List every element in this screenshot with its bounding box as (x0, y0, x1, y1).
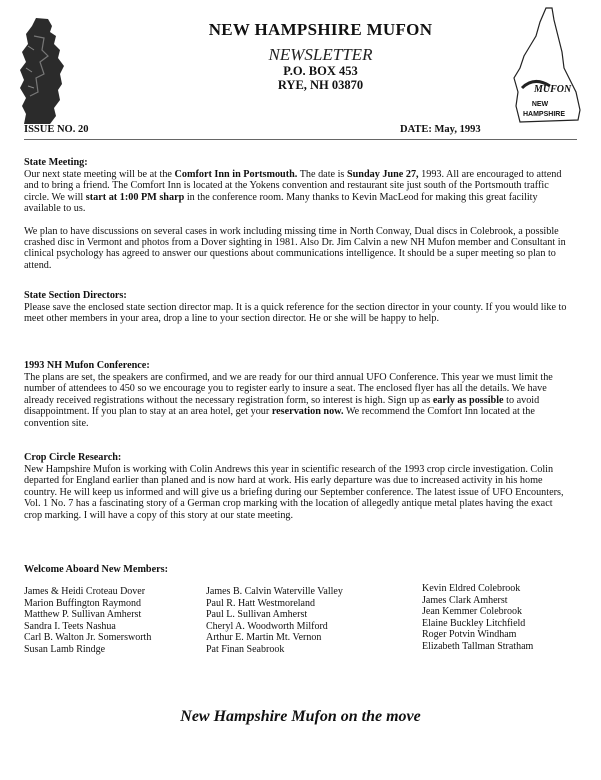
masthead-subtitle: NEWSLETTER (268, 45, 373, 64)
member-entry: Susan Lamb Rindge (24, 643, 106, 655)
state-meeting-heading: State Meeting: (24, 157, 88, 168)
member-entry: Elaine Buckley Litchfield (422, 617, 526, 629)
member-entry: Paul L. Sullivan Amherst (206, 609, 308, 621)
member-entry: Kevin Eldred Colebrook (422, 583, 521, 594)
members-column-2 (206, 586, 343, 656)
members-column-1 (24, 586, 151, 656)
member-entry: Jean Kemmer Colebrook (422, 606, 522, 618)
crop-circle-paragraph: New Hampshire Mufon is working with Colin Andrews this year in scientific research of the 1993 crop circle investigation. Colin departed for England earlier than planed and is now hard at work. His early departure was due to increased activity in his home country. He will keep us informed and will give us a briefing during our September conference. The latest issue of UFO Encounters, Vol. 1 No. 7 has a fascinating story of a German crop marking with the location of allegedly antique metal plates having the exact crop marking. I will have a copy of this story at our state meeting. (24, 464, 564, 521)
member-entry: Carl B. Walton Jr. Somersworth (24, 632, 152, 644)
issue-date: DATE: May, 1993 (400, 124, 481, 135)
member-entry: James & Heidi Croteau Dover (24, 586, 146, 597)
member-entry: Matthew P. Sullivan Amherst (24, 609, 142, 621)
new-members-heading: Welcome Aboard New Members: (24, 564, 169, 575)
members-column-3 (422, 583, 533, 653)
new-hampshire-map-logo (500, 6, 582, 126)
crop-circle-section (24, 452, 572, 521)
masthead-title: NEW HAMPSHIRE MUFON (208, 20, 433, 39)
header-divider (24, 139, 577, 140)
state-meeting-paragraph-1: Our next state meeting will be at the Comfort Inn in Portsmouth. The date is Sunday June 27, 1993. All are encouraged to attend and to bring a friend. The Comfort Inn is located at the Yokens convention and restaurant site just south of the Portsmouth traffic circle. We will start at 1:00 PM sharp in the conference room. Many thanks to Kevin MacLeod for making this great facility available to us. (24, 169, 562, 215)
state-meeting-paragraph-2: We plan to have discussions on several cases in work including missing time in North Conway, Dual discs in Colebrook, a possible crashed disc in Vermont and photos from a Dover sighting in 1981. Also Dr. Jim Calvin a new NH Mufon member and Consultant in clinical psychology has agreed to answer our questions about communications intelligence. It should be a super meeting so plan to attend. (24, 225, 566, 271)
issue-number: ISSUE NO. 20 (24, 124, 89, 135)
member-entry: Marion Buffington Raymond (24, 597, 142, 609)
member-entry: Arthur E. Martin Mt. Vernon (206, 632, 322, 644)
crop-circle-heading: Crop Circle Research: (24, 452, 122, 463)
member-entry: Roger Potvin Windham (422, 629, 517, 641)
conference-paragraph: The plans are set, the speakers are confirmed, and we are ready for our third annual UFO Conference. This year we must limit the number of attendees to 450 so we encourage you to register early to insure a seat. The enclosed flyer has all the details. We have already received registrations without the necessary registration form, so interest is high. Sign up as early as possible to avoid disappointment. If you plan to stay at an area hotel, get your reservation now. We recommend the Comfort Inn located at the convention site. (24, 372, 553, 429)
masthead-po-box: P.O. BOX 453 (283, 64, 358, 78)
member-entry: Sandra I. Teets Nashua (24, 620, 116, 632)
masthead-city: RYE, NH 03870 (277, 78, 364, 92)
conference-heading: 1993 NH Mufon Conference: (24, 360, 150, 371)
map-label-new: NEW (531, 101, 549, 108)
directors-paragraph: Please save the enclosed state section director map. It is a quick reference for the section director in your county. If you would like to meet other members in your area, drop a line to your section director. He or she will be happy to help. (24, 302, 567, 325)
footer-slogan: New Hampshire Mufon on the move (180, 708, 421, 725)
member-entry: Elizabeth Tallman Stratham (422, 640, 534, 652)
directors-section (24, 290, 572, 325)
member-entry: Pat Finan Seabrook (206, 643, 285, 655)
mufon-logo-text: MUFON (534, 84, 572, 95)
directors-heading: State Section Directors: (24, 290, 127, 301)
member-entry: James B. Calvin Waterville Valley (206, 586, 343, 597)
conference-section (24, 360, 572, 429)
state-meeting-section (24, 157, 572, 271)
member-entry: James Clark Amherst (422, 594, 508, 606)
member-entry: Cheryl A. Woodworth Milford (206, 620, 328, 632)
map-label-hampshire: HAMPSHIRE (522, 111, 566, 118)
member-entry: Paul R. Hatt Westmoreland (206, 597, 315, 609)
